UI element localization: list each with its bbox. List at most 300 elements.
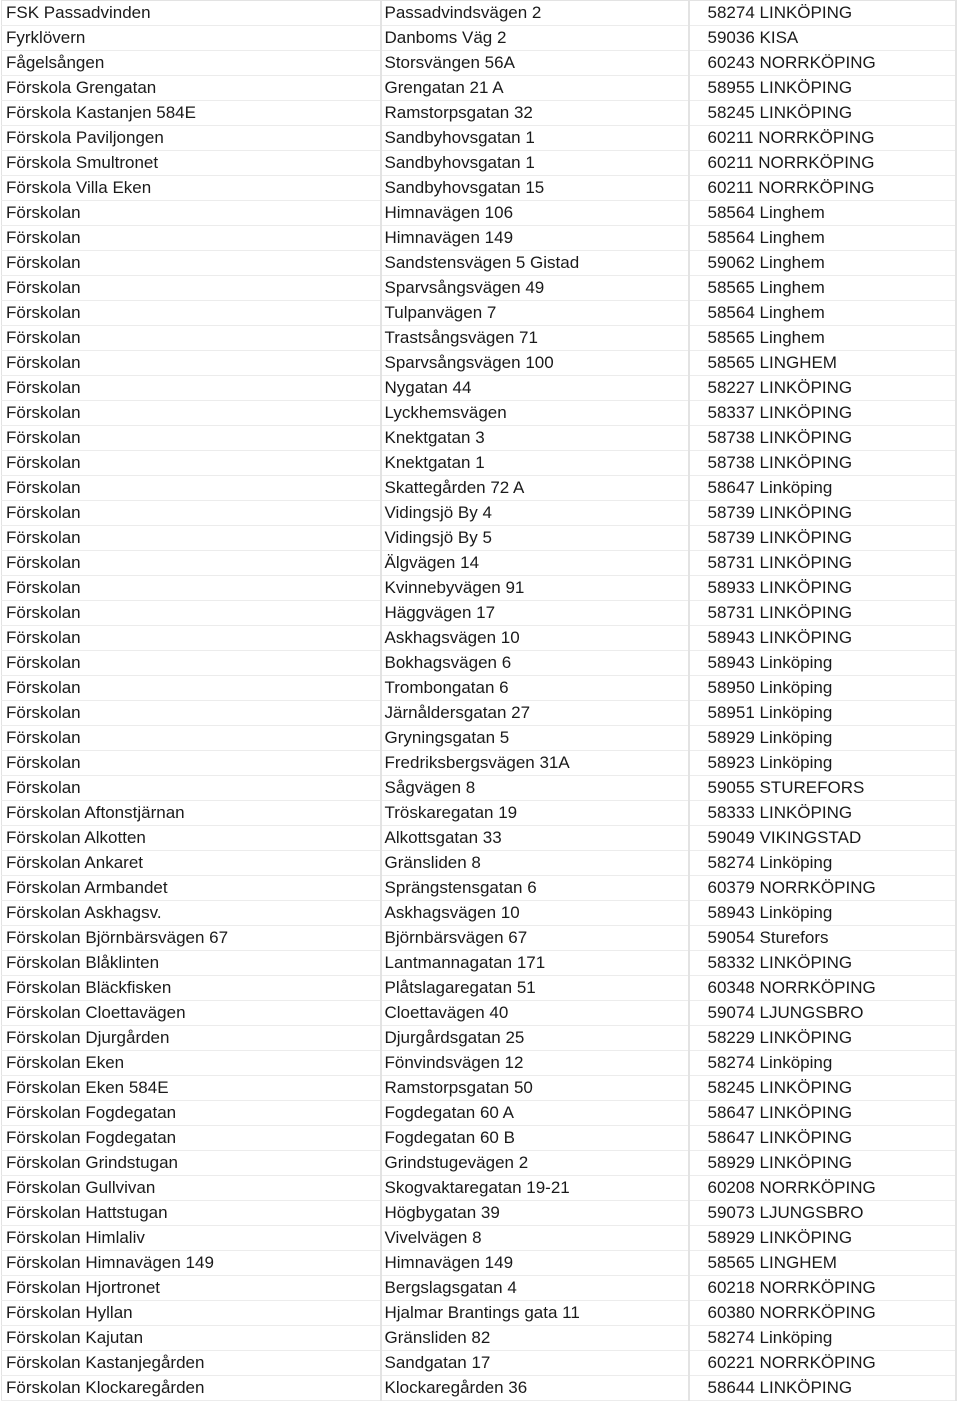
postal-code: 58943 — [707, 628, 755, 647]
preschool-name-cell: Förskolan Gullvivan — [2, 1176, 381, 1201]
postal-code: 58647 — [707, 478, 755, 497]
preschool-name-cell: Förskolan Alkotten — [2, 826, 381, 851]
street-address-cell: Lantmannagatan 171 — [381, 951, 689, 976]
preschool-name-cell: Förskolan Bläckfisken — [2, 976, 381, 1001]
street-address-cell: Vivelvägen 8 — [381, 1226, 689, 1251]
street-address-cell: Fönvindsvägen 12 — [381, 1051, 689, 1076]
preschool-name-cell: Förskola Villa Eken — [2, 176, 381, 201]
table-row — [2, 451, 956, 476]
preschool-name-cell: Förskolan Himnavägen 149 — [2, 1251, 381, 1276]
preschool-name-cell: Förskolan Blåklinten — [2, 951, 381, 976]
city-name: LJUNGSBRO — [759, 1203, 864, 1222]
city-name: LJUNGSBRO — [759, 1003, 864, 1022]
preschool-name-cell: Fågelsången — [2, 51, 381, 76]
preschool-name-cell: Förskolan Grindstugan — [2, 1151, 381, 1176]
postal-code: 58333 — [707, 803, 755, 822]
street-address-cell: Himnavägen 106 — [381, 201, 689, 226]
postal-code-city-cell — [689, 1251, 956, 1276]
city-name: LINKÖPING — [759, 628, 853, 647]
postal-code-city-cell — [689, 901, 956, 926]
street-address-cell: Grindstugevägen 2 — [381, 1151, 689, 1176]
postal-code-city-cell — [689, 101, 956, 126]
table-row — [2, 326, 956, 351]
city-name: NORRKÖPING — [759, 878, 876, 897]
preschool-name-cell: Förskolan — [2, 751, 381, 776]
city-name: NORRKÖPING — [759, 978, 876, 997]
postal-code: 58731 — [707, 603, 755, 622]
city-name: LINKÖPING — [759, 403, 853, 422]
postal-code-city-cell — [689, 1, 956, 26]
street-address-cell: Sandstensvägen 5 Gistad — [381, 251, 689, 276]
table-row — [2, 1126, 956, 1151]
city-name: LINGHEM — [759, 1253, 837, 1272]
city-name: LINKÖPING — [759, 103, 853, 122]
table-row — [2, 776, 956, 801]
city-name: LINKÖPING — [759, 503, 853, 522]
city-name: Linköping — [759, 1328, 833, 1347]
street-address-cell: Vidingsjö By 5 — [381, 526, 689, 551]
preschool-name-cell: Förskolan Kastanjegården — [2, 1351, 381, 1376]
preschool-name-cell: Förskolan — [2, 601, 381, 626]
preschool-name-cell: Förskolan Himlaliv — [2, 1226, 381, 1251]
postal-code: 58929 — [707, 1228, 755, 1247]
preschool-name-cell: Förskolan Hattstugan — [2, 1201, 381, 1226]
city-name: LINKÖPING — [759, 1078, 853, 1097]
city-name: NORRKÖPING — [759, 1178, 876, 1197]
preschool-name-cell: Förskolan — [2, 351, 381, 376]
table-row — [2, 676, 956, 701]
street-address-cell: Gryningsgatan 5 — [381, 726, 689, 751]
postal-code: 58943 — [707, 903, 755, 922]
preschool-name-cell: Förskola Grengatan — [2, 76, 381, 101]
street-address-cell: Fogdegatan 60 B — [381, 1126, 689, 1151]
postal-code: 58274 — [707, 1328, 755, 1347]
table-row — [2, 301, 956, 326]
preschool-name-cell: Förskolan Armbandet — [2, 876, 381, 901]
postal-code-city-cell — [689, 626, 956, 651]
preschool-name-cell: Förskolan — [2, 201, 381, 226]
street-address-cell: Sandbyhovsgatan 1 — [381, 126, 689, 151]
preschool-name-cell: Förskolan Klockaregården — [2, 1376, 381, 1401]
table-row — [2, 201, 956, 226]
postal-code: 60218 — [707, 1278, 755, 1297]
preschool-name-cell: Förskolan — [2, 576, 381, 601]
postal-code: 60211 — [707, 178, 754, 197]
city-name: Linköping — [759, 678, 833, 697]
postal-code: 58929 — [707, 1153, 755, 1172]
postal-code: 60243 — [707, 53, 755, 72]
street-address-cell: Knektgatan 1 — [381, 451, 689, 476]
table-row — [2, 226, 956, 251]
preschool-name-cell: Förskolan — [2, 626, 381, 651]
street-address-cell: Sandgatan 17 — [381, 1351, 689, 1376]
city-name: LINKÖPING — [759, 803, 853, 822]
postal-code-city-cell — [689, 1101, 956, 1126]
street-address-cell: Vidingsjö By 4 — [381, 501, 689, 526]
postal-code: 58245 — [707, 1078, 755, 1097]
postal-code: 58951 — [707, 703, 755, 722]
postal-code: 59062 — [707, 253, 755, 272]
postal-code: 58565 — [707, 278, 755, 297]
table-row — [2, 276, 956, 301]
street-address-cell: Sprängstensgatan 6 — [381, 876, 689, 901]
street-address-cell: Lyckhemsvägen — [381, 401, 689, 426]
table-row — [2, 951, 956, 976]
postal-code: 58738 — [707, 453, 755, 472]
city-name: Linghem — [759, 328, 825, 347]
postal-code-city-cell — [689, 1226, 956, 1251]
postal-code: 58950 — [707, 678, 755, 697]
postal-code-city-cell — [689, 201, 956, 226]
table-row — [2, 476, 956, 501]
postal-code-city-cell — [689, 426, 956, 451]
table-row — [2, 626, 956, 651]
street-address-cell: Storsvängen 56A — [381, 51, 689, 76]
postal-code: 58933 — [707, 578, 755, 597]
preschool-name-cell: Förskolan — [2, 726, 381, 751]
city-name: NORRKÖPING — [759, 1303, 876, 1322]
street-address-cell: Nygatan 44 — [381, 376, 689, 401]
postal-code: 58274 — [707, 3, 755, 22]
city-name: Linghem — [759, 303, 825, 322]
postal-code: 58274 — [707, 1053, 755, 1072]
street-address-cell: Tulpanvägen 7 — [381, 301, 689, 326]
city-name: Linghem — [759, 228, 825, 247]
postal-code: 58245 — [707, 103, 755, 122]
table-row — [2, 351, 956, 376]
city-name: Linköping — [759, 853, 833, 872]
street-address-cell: Trastsångsvägen 71 — [381, 326, 689, 351]
postal-code: 58565 — [707, 328, 755, 347]
postal-code-city-cell — [689, 451, 956, 476]
street-address-cell: Häggvägen 17 — [381, 601, 689, 626]
city-name: LINKÖPING — [759, 578, 853, 597]
postal-code-city-cell — [689, 1301, 956, 1326]
postal-code: 59074 — [707, 1003, 755, 1022]
preschool-name-cell: Förskola Kastanjen 584E — [2, 101, 381, 126]
postal-code-city-cell — [689, 826, 956, 851]
postal-code: 58332 — [707, 953, 755, 972]
preschool-name-cell: Förskolan Ankaret — [2, 851, 381, 876]
postal-code-city-cell — [689, 1276, 956, 1301]
city-name: Linghem — [759, 203, 825, 222]
street-address-cell: Högbygatan 39 — [381, 1201, 689, 1226]
table-row — [2, 26, 956, 51]
street-address-cell: Klockaregården 36 — [381, 1376, 689, 1401]
city-name: STUREFORS — [759, 778, 865, 797]
preschool-name-cell: Förskolan — [2, 476, 381, 501]
table-row — [2, 1076, 956, 1101]
street-address-cell: Sparvsångsvägen 100 — [381, 351, 689, 376]
city-name: NORRKÖPING — [759, 1278, 876, 1297]
postal-code-city-cell — [689, 676, 956, 701]
postal-code: 58227 — [707, 378, 755, 397]
table-row — [2, 1201, 956, 1226]
postal-code-city-cell — [689, 151, 956, 176]
table-row — [2, 851, 956, 876]
city-name: NORRKÖPING — [759, 1353, 876, 1372]
city-name: LINGHEM — [759, 353, 837, 372]
postal-code-city-cell — [689, 526, 956, 551]
preschool-name-cell: Förskolan — [2, 776, 381, 801]
postal-code-city-cell — [689, 226, 956, 251]
city-name: LINKÖPING — [759, 78, 853, 97]
street-address-cell: Skogvaktaregatan 19-21 — [381, 1176, 689, 1201]
city-name: LINKÖPING — [759, 603, 853, 622]
street-address-cell: Bergslagsgatan 4 — [381, 1276, 689, 1301]
table-row — [2, 1151, 956, 1176]
table-row — [2, 976, 956, 1001]
postal-code: 58564 — [707, 303, 755, 322]
table-row — [2, 876, 956, 901]
postal-code-city-cell — [689, 501, 956, 526]
postal-code: 60221 — [707, 1353, 755, 1372]
table-row — [2, 126, 956, 151]
table-row — [2, 901, 956, 926]
table-row — [2, 101, 956, 126]
city-name: LINKÖPING — [759, 453, 853, 472]
postal-code-city-cell — [689, 476, 956, 501]
postal-code: 59049 — [707, 828, 755, 847]
city-name: LINKÖPING — [759, 1153, 853, 1172]
postal-code: 58337 — [707, 403, 755, 422]
city-name: LINKÖPING — [759, 378, 853, 397]
street-address-cell: Järnåldersgatan 27 — [381, 701, 689, 726]
postal-code: 59055 — [707, 778, 755, 797]
postal-code: 60211 — [707, 153, 754, 172]
city-name: Linghem — [759, 278, 825, 297]
street-address-cell: Björnbärsvägen 67 — [381, 926, 689, 951]
postal-code-city-cell — [689, 976, 956, 1001]
postal-code-city-cell — [689, 1026, 956, 1051]
preschool-name-cell: Förskolan Eken 584E — [2, 1076, 381, 1101]
postal-code-city-cell — [689, 326, 956, 351]
table-row — [2, 651, 956, 676]
postal-code-city-cell — [689, 951, 956, 976]
street-address-cell: Kvinnebyvägen 91 — [381, 576, 689, 601]
postal-code: 58229 — [707, 1028, 755, 1047]
preschool-name-cell: FSK Passadvinden — [2, 1, 381, 26]
postal-code: 59073 — [707, 1203, 755, 1222]
table-row — [2, 401, 956, 426]
preschool-name-cell: Förskolan — [2, 451, 381, 476]
table-row — [2, 576, 956, 601]
street-address-cell: Knektgatan 3 — [381, 426, 689, 451]
street-address-cell: Gränsliden 8 — [381, 851, 689, 876]
postal-code-city-cell — [689, 1376, 956, 1401]
table-row — [2, 76, 956, 101]
table-row — [2, 1001, 956, 1026]
postal-code: 59054 — [707, 928, 755, 947]
preschool-name-cell: Förskolan Fogdegatan — [2, 1101, 381, 1126]
postal-code-city-cell — [689, 276, 956, 301]
preschool-name-cell: Förskolan — [2, 526, 381, 551]
postal-code: 60379 — [707, 878, 755, 897]
table-row — [2, 501, 956, 526]
street-address-cell: Alkottsgatan 33 — [381, 826, 689, 851]
street-address-cell: Plåtslagaregatan 51 — [381, 976, 689, 1001]
table-row — [2, 701, 956, 726]
postal-code-city-cell — [689, 751, 956, 776]
table-row — [2, 726, 956, 751]
street-address-cell: Gränsliden 82 — [381, 1326, 689, 1351]
table-row — [2, 1351, 956, 1376]
city-name: NORRKÖPING — [758, 178, 875, 197]
preschool-name-cell: Förskolan — [2, 501, 381, 526]
postal-code-city-cell — [689, 651, 956, 676]
postal-code-city-cell — [689, 551, 956, 576]
table-row — [2, 376, 956, 401]
postal-code: 58955 — [707, 78, 755, 97]
city-name: NORRKÖPING — [759, 53, 876, 72]
table-row — [2, 1176, 956, 1201]
postal-code-city-cell — [689, 776, 956, 801]
city-name: Linköping — [759, 653, 833, 672]
postal-code: 59036 — [707, 28, 755, 47]
postal-code-city-cell — [689, 176, 956, 201]
city-name: NORRKÖPING — [758, 153, 875, 172]
postal-code: 60208 — [707, 1178, 755, 1197]
preschool-name-cell: Förskolan Hyllan — [2, 1301, 381, 1326]
street-address-cell: Himnavägen 149 — [381, 1251, 689, 1276]
postal-code-city-cell — [689, 726, 956, 751]
postal-code: 58565 — [707, 353, 755, 372]
postal-code: 58929 — [707, 728, 755, 747]
table-row — [2, 826, 956, 851]
postal-code: 58943 — [707, 653, 755, 672]
postal-code: 60380 — [707, 1303, 755, 1322]
street-address-cell: Ramstorpsgatan 50 — [381, 1076, 689, 1101]
city-name: LINKÖPING — [759, 553, 853, 572]
street-address-cell: Ramstorpsgatan 32 — [381, 101, 689, 126]
table-row — [2, 251, 956, 276]
postal-code-city-cell — [689, 801, 956, 826]
postal-code-city-cell — [689, 876, 956, 901]
postal-code: 58738 — [707, 428, 755, 447]
postal-code: 58923 — [707, 753, 755, 772]
city-name: Linköping — [759, 1053, 833, 1072]
table-body — [2, 1, 956, 1401]
street-address-cell: Himnavägen 149 — [381, 226, 689, 251]
city-name: KISA — [759, 28, 799, 47]
table-row — [2, 1276, 956, 1301]
postal-code: 58647 — [707, 1103, 755, 1122]
postal-code: 60211 — [707, 128, 754, 147]
postal-code: 60348 — [707, 978, 755, 997]
street-address-cell: Hjalmar Brantings gata 11 — [381, 1301, 689, 1326]
street-address-cell: Danboms Väg 2 — [381, 26, 689, 51]
street-address-cell: Sandbyhovsgatan 1 — [381, 151, 689, 176]
city-name: Linköping — [759, 903, 833, 922]
postal-code-city-cell — [689, 1151, 956, 1176]
preschool-name-cell: Förskolan Cloettavägen — [2, 1001, 381, 1026]
table-row — [2, 51, 956, 76]
city-name: NORRKÖPING — [758, 128, 875, 147]
postal-code-city-cell — [689, 1126, 956, 1151]
postal-code: 58647 — [707, 1128, 755, 1147]
postal-code-city-cell — [689, 1176, 956, 1201]
table-row — [2, 151, 956, 176]
preschool-name-cell: Förskolan — [2, 301, 381, 326]
preschool-name-cell: Förskolan — [2, 676, 381, 701]
preschool-name-cell: Fyrklövern — [2, 26, 381, 51]
street-address-cell: Bokhagsvägen 6 — [381, 651, 689, 676]
city-name: Linghem — [759, 253, 825, 272]
postal-code-city-cell — [689, 26, 956, 51]
postal-code-city-cell — [689, 1051, 956, 1076]
postal-code: 58739 — [707, 503, 755, 522]
city-name: LINKÖPING — [759, 3, 853, 22]
preschool-name-cell: Förskolan Aftonstjärnan — [2, 801, 381, 826]
city-name: Sturefors — [759, 928, 829, 947]
table-row — [2, 926, 956, 951]
postal-code-city-cell — [689, 1076, 956, 1101]
preschool-name-cell: Förskolan Hjortronet — [2, 1276, 381, 1301]
preschool-name-cell: Förskolan — [2, 376, 381, 401]
preschool-name-cell: Förskolan Kajutan — [2, 1326, 381, 1351]
preschool-name-cell: Förskolan — [2, 226, 381, 251]
postal-code-city-cell — [689, 601, 956, 626]
postal-code-city-cell — [689, 51, 956, 76]
table-row — [2, 601, 956, 626]
preschool-name-cell: Förskolan — [2, 701, 381, 726]
street-address-cell: Cloettavägen 40 — [381, 1001, 689, 1026]
city-name: LINKÖPING — [759, 528, 853, 547]
city-name: LINKÖPING — [759, 428, 853, 447]
street-address-cell: Passadvindsvägen 2 — [381, 1, 689, 26]
postal-code-city-cell — [689, 251, 956, 276]
city-name: Linköping — [759, 478, 833, 497]
table-row — [2, 1051, 956, 1076]
preschool-name-cell: Förskolan Eken — [2, 1051, 381, 1076]
postal-code-city-cell — [689, 1201, 956, 1226]
postal-code-city-cell — [689, 576, 956, 601]
city-name: Linköping — [759, 728, 833, 747]
table-row — [2, 751, 956, 776]
postal-code-city-cell — [689, 401, 956, 426]
table-row — [2, 1026, 956, 1051]
postal-code-city-cell — [689, 126, 956, 151]
postal-code-city-cell — [689, 351, 956, 376]
city-name: Linköping — [759, 703, 833, 722]
street-address-cell: Tröskaregatan 19 — [381, 801, 689, 826]
table-row — [2, 526, 956, 551]
preschool-name-cell: Förskolan Askhagsv. — [2, 901, 381, 926]
street-address-cell: Fogdegatan 60 A — [381, 1101, 689, 1126]
postal-code-city-cell — [689, 301, 956, 326]
preschool-name-cell: Förskolan — [2, 326, 381, 351]
street-address-cell: Älgvägen 14 — [381, 551, 689, 576]
table-row — [2, 1226, 956, 1251]
table-row — [2, 1101, 956, 1126]
street-address-cell: Sparvsångsvägen 49 — [381, 276, 689, 301]
street-address-cell: Trombongatan 6 — [381, 676, 689, 701]
table-row — [2, 1301, 956, 1326]
table-row — [2, 176, 956, 201]
street-address-cell: Grengatan 21 A — [381, 76, 689, 101]
city-name: LINKÖPING — [759, 1228, 853, 1247]
postal-code: 58739 — [707, 528, 755, 547]
preschool-name-cell: Förskola Smultronet — [2, 151, 381, 176]
postal-code-city-cell — [689, 1001, 956, 1026]
postal-code: 58644 — [707, 1378, 755, 1397]
street-address-cell: Askhagsvägen 10 — [381, 901, 689, 926]
table-row — [2, 551, 956, 576]
postal-code-city-cell — [689, 376, 956, 401]
table-row — [2, 1251, 956, 1276]
street-address-cell: Sandbyhovsgatan 15 — [381, 176, 689, 201]
preschool-name-cell: Förskolan — [2, 276, 381, 301]
